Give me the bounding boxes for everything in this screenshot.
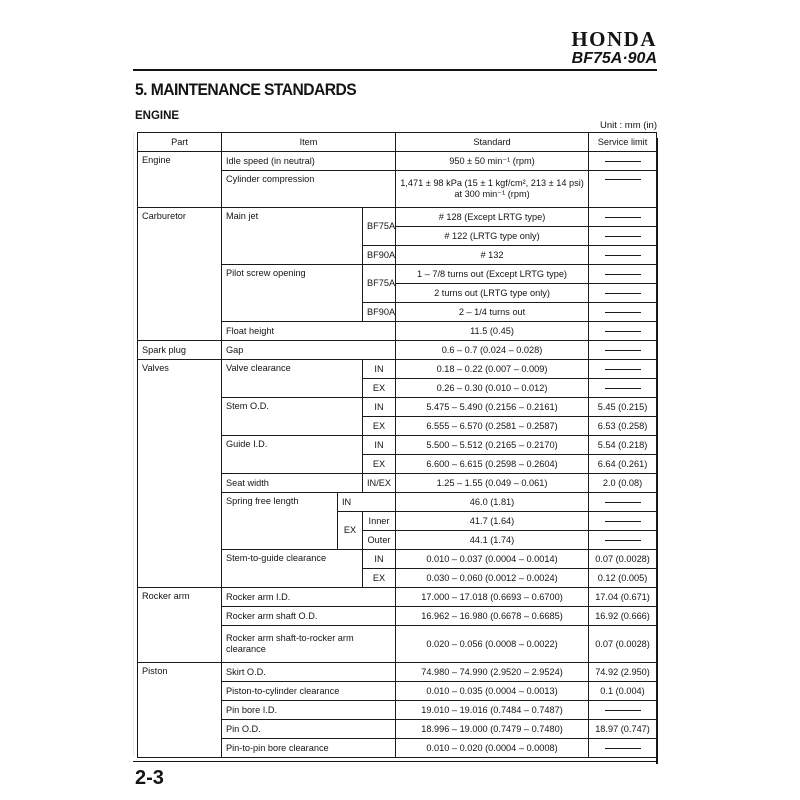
- limit-s2g-ex: 0.12 (0.005): [589, 569, 657, 588]
- std-compression-line2: at 300 min⁻¹ (rpm): [454, 189, 530, 199]
- std-compression: [396, 171, 589, 208]
- header-part: Part: [138, 133, 222, 152]
- scan-edge: [133, 132, 134, 756]
- limit-none: [589, 246, 657, 265]
- label-inner: Inner: [363, 512, 396, 531]
- table-header-row: [138, 133, 657, 152]
- table-row: [138, 588, 657, 607]
- limit-none: [589, 739, 657, 758]
- dash-mark: [605, 748, 641, 749]
- limit-piston-to-cylinder: 0.1 (0.004): [589, 682, 657, 701]
- limit-rocker-shaft: 16.92 (0.666): [589, 607, 657, 626]
- label-ex: EX: [363, 569, 396, 588]
- label-in: IN: [363, 360, 396, 379]
- std-spring-outer: 44.1 (1.74): [396, 531, 589, 550]
- part-spark-plug: Spark plug: [138, 341, 222, 360]
- limit-guide-in: 5.54 (0.218): [589, 436, 657, 455]
- std-stem-ex: 6.555 – 6.570 (0.2581 – 0.2587): [396, 417, 589, 436]
- std-float-height: 11.5 (0.45): [396, 322, 589, 341]
- limit-none: [589, 284, 657, 303]
- part-engine: Engine: [138, 152, 222, 208]
- item-guide-id: Guide I.D.: [222, 436, 363, 474]
- model-name: BF75A·90A: [571, 50, 657, 67]
- item-shaft-to-rocker: [222, 626, 396, 663]
- brand-name: HONDA: [571, 27, 657, 51]
- model-bf90a: BF90A: [363, 246, 396, 265]
- table-row: [138, 152, 657, 171]
- dash-mark: [605, 217, 641, 218]
- limit-none: [589, 322, 657, 341]
- label-in: IN: [338, 493, 396, 512]
- label-in: IN: [363, 398, 396, 417]
- dash-mark: [605, 388, 641, 389]
- header-rule: [133, 69, 657, 71]
- item-gap: Gap: [222, 341, 396, 360]
- limit-none: [589, 152, 657, 171]
- item-pin-bore: Pin bore I.D.: [222, 701, 396, 720]
- header-service-limit: Service limit: [589, 133, 657, 152]
- item-compression: Cylinder compression: [222, 171, 396, 208]
- std-gap: 0.6 – 0.7 (0.024 – 0.028): [396, 341, 589, 360]
- limit-none: [589, 701, 657, 720]
- std-pilot-2: 2 turns out (LRTG type only): [396, 284, 589, 303]
- header-item: Item: [222, 133, 396, 152]
- limit-skirt-od: 74.92 (2.950): [589, 663, 657, 682]
- limit-none: [589, 512, 657, 531]
- std-spring-in: 46.0 (1.81): [396, 493, 589, 512]
- item-spring-length: Spring free length: [222, 493, 338, 550]
- item-piston-to-cylinder: Piston-to-cylinder clearance: [222, 682, 396, 701]
- label-in: IN: [363, 550, 396, 569]
- item-pin-od: Pin O.D.: [222, 720, 396, 739]
- limit-none: [589, 341, 657, 360]
- dash-mark: [605, 236, 641, 237]
- item-shaft-to-rocker-line1: Rocker arm shaft-to-rocker arm: [226, 633, 354, 643]
- std-main-jet-3: # 132: [396, 246, 589, 265]
- item-rocker-shaft: Rocker arm shaft O.D.: [222, 607, 396, 626]
- std-piston-to-cylinder: 0.010 – 0.035 (0.0004 – 0.0013): [396, 682, 589, 701]
- std-s2g-ex: 0.030 – 0.060 (0.0012 – 0.0024): [396, 569, 589, 588]
- dash-mark: [605, 161, 641, 162]
- dash-mark: [605, 540, 641, 541]
- dash-mark: [605, 331, 641, 332]
- label-ex: EX: [363, 379, 396, 398]
- std-idle-speed: 950 ± 50 min⁻¹ (rpm): [396, 152, 589, 171]
- std-pin-to-pin-bore: 0.010 – 0.020 (0.0004 – 0.0008): [396, 739, 589, 758]
- dash-mark: [605, 521, 641, 522]
- item-shaft-to-rocker-line2: clearance: [226, 644, 266, 654]
- unit-note: Unit : mm (in): [600, 120, 657, 131]
- std-rocker-id: 17.000 – 17.018 (0.6693 – 0.6700): [396, 588, 589, 607]
- std-pilot-1: 1 – 7/8 turns out (Except LRTG type): [396, 265, 589, 284]
- item-rocker-id: Rocker arm I.D.: [222, 588, 396, 607]
- limit-guide-ex: 6.64 (0.261): [589, 455, 657, 474]
- dash-mark: [605, 350, 641, 351]
- label-ex: EX: [338, 512, 363, 550]
- limit-seat-width: 2.0 (0.08): [589, 474, 657, 493]
- table-row: [138, 663, 657, 682]
- std-clearance-ex: 0.26 – 0.30 (0.010 – 0.012): [396, 379, 589, 398]
- part-carburetor: Carburetor: [138, 208, 222, 341]
- std-main-jet-1: # 128 (Except LRTG type): [396, 208, 589, 227]
- std-clearance-in: 0.18 – 0.22 (0.007 – 0.009): [396, 360, 589, 379]
- item-pin-to-pin-bore: Pin-to-pin bore clearance: [222, 739, 396, 758]
- model-bf75a: BF75A: [363, 208, 396, 246]
- dash-mark: [605, 179, 641, 180]
- std-main-jet-2: # 122 (LRTG type only): [396, 227, 589, 246]
- std-skirt-od: 74.980 – 74.990 (2.9520 – 2.9524): [396, 663, 589, 682]
- limit-s2g-in: 0.07 (0.0028): [589, 550, 657, 569]
- brand-header: [571, 28, 657, 68]
- item-float-height: Float height: [222, 322, 396, 341]
- dash-mark: [605, 369, 641, 370]
- part-rocker-arm: Rocker arm: [138, 588, 222, 663]
- label-in: IN: [363, 436, 396, 455]
- std-stem-in: 5.475 – 5.490 (0.2156 – 0.2161): [396, 398, 589, 417]
- part-piston: Piston: [138, 663, 222, 758]
- std-guide-ex: 6.600 – 6.615 (0.2598 – 0.2604): [396, 455, 589, 474]
- limit-none: [589, 360, 657, 379]
- dash-mark: [605, 293, 641, 294]
- std-spring-inner: 41.7 (1.64): [396, 512, 589, 531]
- model-bf75a: BF75A: [363, 265, 396, 303]
- limit-none: [589, 227, 657, 246]
- limit-pin-od: 18.97 (0.747): [589, 720, 657, 739]
- limit-stem-ex: 6.53 (0.258): [589, 417, 657, 436]
- item-stem-od: Stem O.D.: [222, 398, 363, 436]
- item-seat-width: Seat width: [222, 474, 363, 493]
- limit-none: [589, 303, 657, 322]
- std-pin-bore: 19.010 – 19.016 (0.7484 – 0.7487): [396, 701, 589, 720]
- label-in-ex: IN/EX: [363, 474, 396, 493]
- std-seat-width: 1.25 – 1.55 (0.049 – 0.061): [396, 474, 589, 493]
- model-bf90a: BF90A: [363, 303, 396, 322]
- std-rocker-shaft: 16.962 – 16.980 (0.6678 – 0.6685): [396, 607, 589, 626]
- part-valves: Valves: [138, 360, 222, 588]
- page-number: 2-3: [135, 767, 164, 789]
- limit-none: [589, 493, 657, 512]
- item-skirt-od: Skirt O.D.: [222, 663, 396, 682]
- limit-none: [589, 531, 657, 550]
- limit-none: [589, 379, 657, 398]
- dash-mark: [605, 502, 641, 503]
- section-heading: ENGINE: [135, 110, 180, 122]
- dash-mark: [605, 274, 641, 275]
- item-stem-to-guide: Stem-to-guide clearance: [222, 550, 363, 588]
- limit-none: [589, 208, 657, 227]
- item-pilot-screw: Pilot screw opening: [222, 265, 363, 322]
- std-compression-line1: 1,471 ± 98 kPa (15 ± 1 kgf/cm², 213 ± 14 psi): [400, 178, 584, 188]
- dash-mark: [605, 312, 641, 313]
- limit-stem-in: 5.45 (0.215): [589, 398, 657, 417]
- limit-none: [589, 265, 657, 284]
- table-row: [138, 208, 657, 227]
- std-guide-in: 5.500 – 5.512 (0.2165 – 0.2170): [396, 436, 589, 455]
- item-idle-speed: Idle speed (in neutral): [222, 152, 396, 171]
- label-ex: EX: [363, 417, 396, 436]
- limit-rocker-id: 17.04 (0.671): [589, 588, 657, 607]
- table-row: [138, 341, 657, 360]
- dash-mark: [605, 710, 641, 711]
- label-outer: Outer: [363, 531, 396, 550]
- footer-rule: [133, 761, 657, 762]
- limit-shaft-to-rocker: 0.07 (0.0028): [589, 626, 657, 663]
- table-row: [138, 360, 657, 379]
- page-title: 5. MAINTENANCE STANDARDS: [135, 80, 357, 99]
- maintenance-standards-table: [137, 132, 657, 758]
- item-valve-clearance: Valve clearance: [222, 360, 363, 398]
- item-main-jet: Main jet: [222, 208, 363, 265]
- limit-none: [589, 171, 657, 208]
- label-ex: EX: [363, 455, 396, 474]
- std-shaft-to-rocker: 0.020 – 0.056 (0.0008 – 0.0022): [396, 626, 589, 663]
- std-s2g-in: 0.010 – 0.037 (0.0004 – 0.0014): [396, 550, 589, 569]
- std-pin-od: 18.996 – 19.000 (0.7479 – 0.7480): [396, 720, 589, 739]
- dash-mark: [605, 255, 641, 256]
- std-pilot-3: 2 – 1/4 turns out: [396, 303, 589, 322]
- header-standard: Standard: [396, 133, 589, 152]
